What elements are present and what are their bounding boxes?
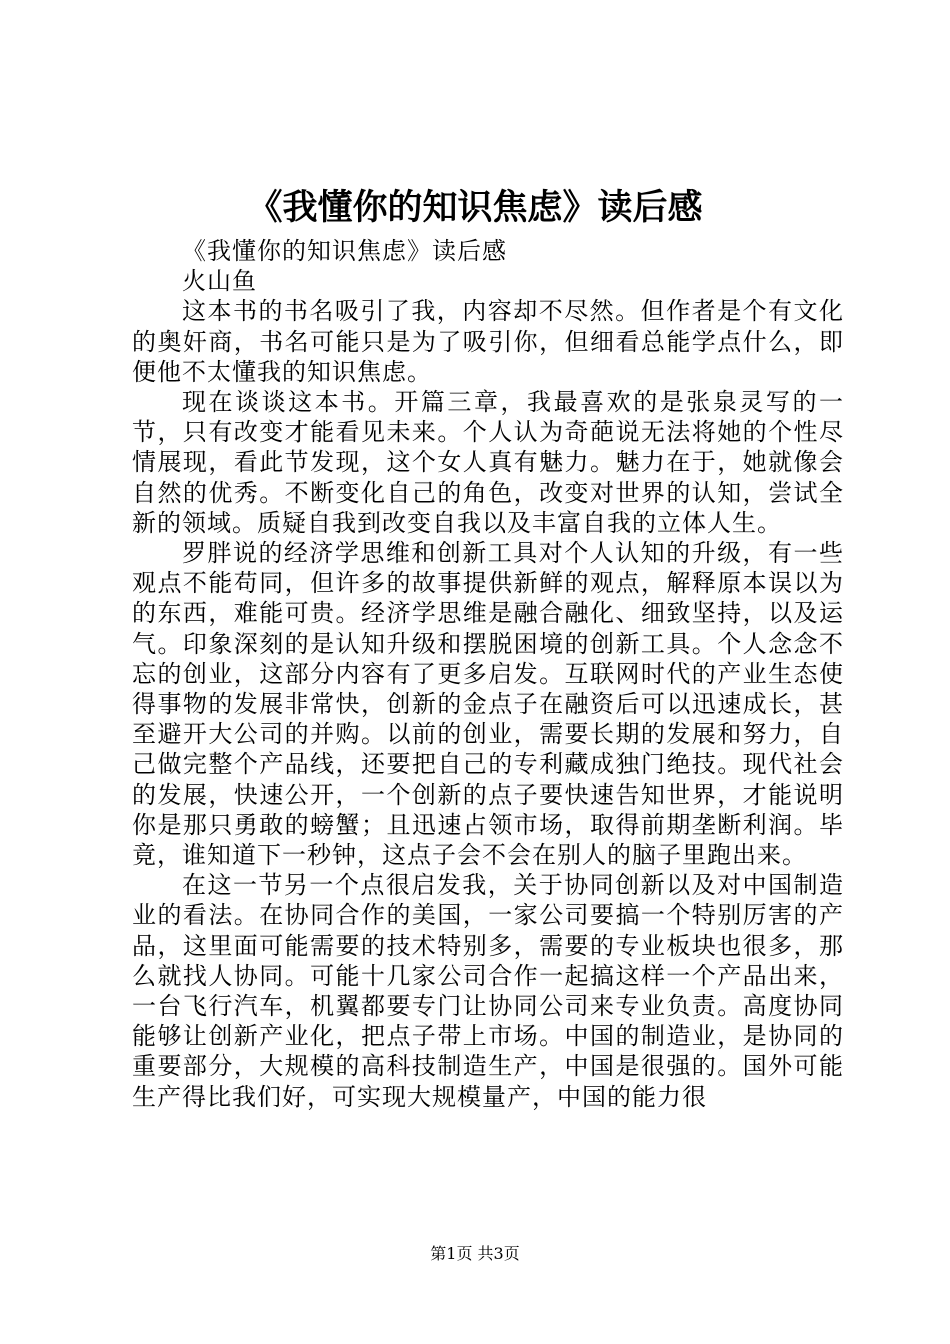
- document-body: [132, 236, 844, 1112]
- body-paragraph: 这本书的书名吸引了我，内容却不尽然。但作者是个有文化的奥奸商，书名可能只是为了吸引你，但细看总能学点什么，即便他不太懂我的知识焦虑。: [132, 297, 844, 386]
- body-paragraph: 罗胖说的经济学思维和创新工具对个人认知的升级，有一些观点不能苟同，但许多的故事提供新鲜的观点，解释原本误以为的东西，难能可贵。经济学思维是融合融化、细致坚持，以及运气。印象深刻的是认知升级和摆脱困境的创新工具。个人念念不忘的创业，这部分内容有了更多启发。互联网时代的产业生态使得事物的发展非常快，创新的金点子在融资后可以迅速成长，甚至避开大公司的并购。以前的创业，需要长期的发展和努力，自己做完整个产品线，还要把自己的专利藏成独门绝技。现代社会的发展，快速公开，一个创新的点子要快速告知世界，才能说明你是那只勇敢的螃蟹；且迅速占领市场，取得前期垄断利润。毕竟，谁知道下一秒钟，这点子会不会在别人的脑子里跑出来。: [132, 539, 844, 870]
- body-paragraph: 现在谈谈这本书。开篇三章，我最喜欢的是张泉灵写的一节，只有改变才能看见未来。个人认为奇葩说无法将她的个性尽情展现，看此节发现，这个女人真有魅力。魅力在于，她就像会自然的优秀。不断变化自己的角色，改变对世界的认知，尝试全新的领域。质疑自我到改变自我以及丰富自我的立体人生。: [132, 388, 844, 537]
- document-subtitle: 《我懂你的知识焦虑》读后感: [182, 237, 507, 265]
- document-author: 火山鱼: [182, 267, 257, 296]
- body-paragraph: 在这一节另一个点很启发我，关于协同创新以及对中国制造业的看法。在协同合作的美国，一家公司要搞一个特别厉害的产品，这里面可能需要的技术特别多，需要的专业板块也很多，那么就找人协同。可能十几家公司合作一起搞这样一个产品出来，一台飞行汽车，机翼都要专门让协同公司来专业负责。高度协同能够让创新产业化，把点子带上市场。中国的制造业，是协同的重要部分，大规模的高科技制造生产，中国是很强的。国外可能生产得比我们好，可实现大规模量产，中国的能力很: [132, 871, 844, 1111]
- document-title: 《我懂你的知识焦虑》读后感: [247, 187, 703, 228]
- page-number-footer: 第1页 共3页: [430, 1244, 520, 1263]
